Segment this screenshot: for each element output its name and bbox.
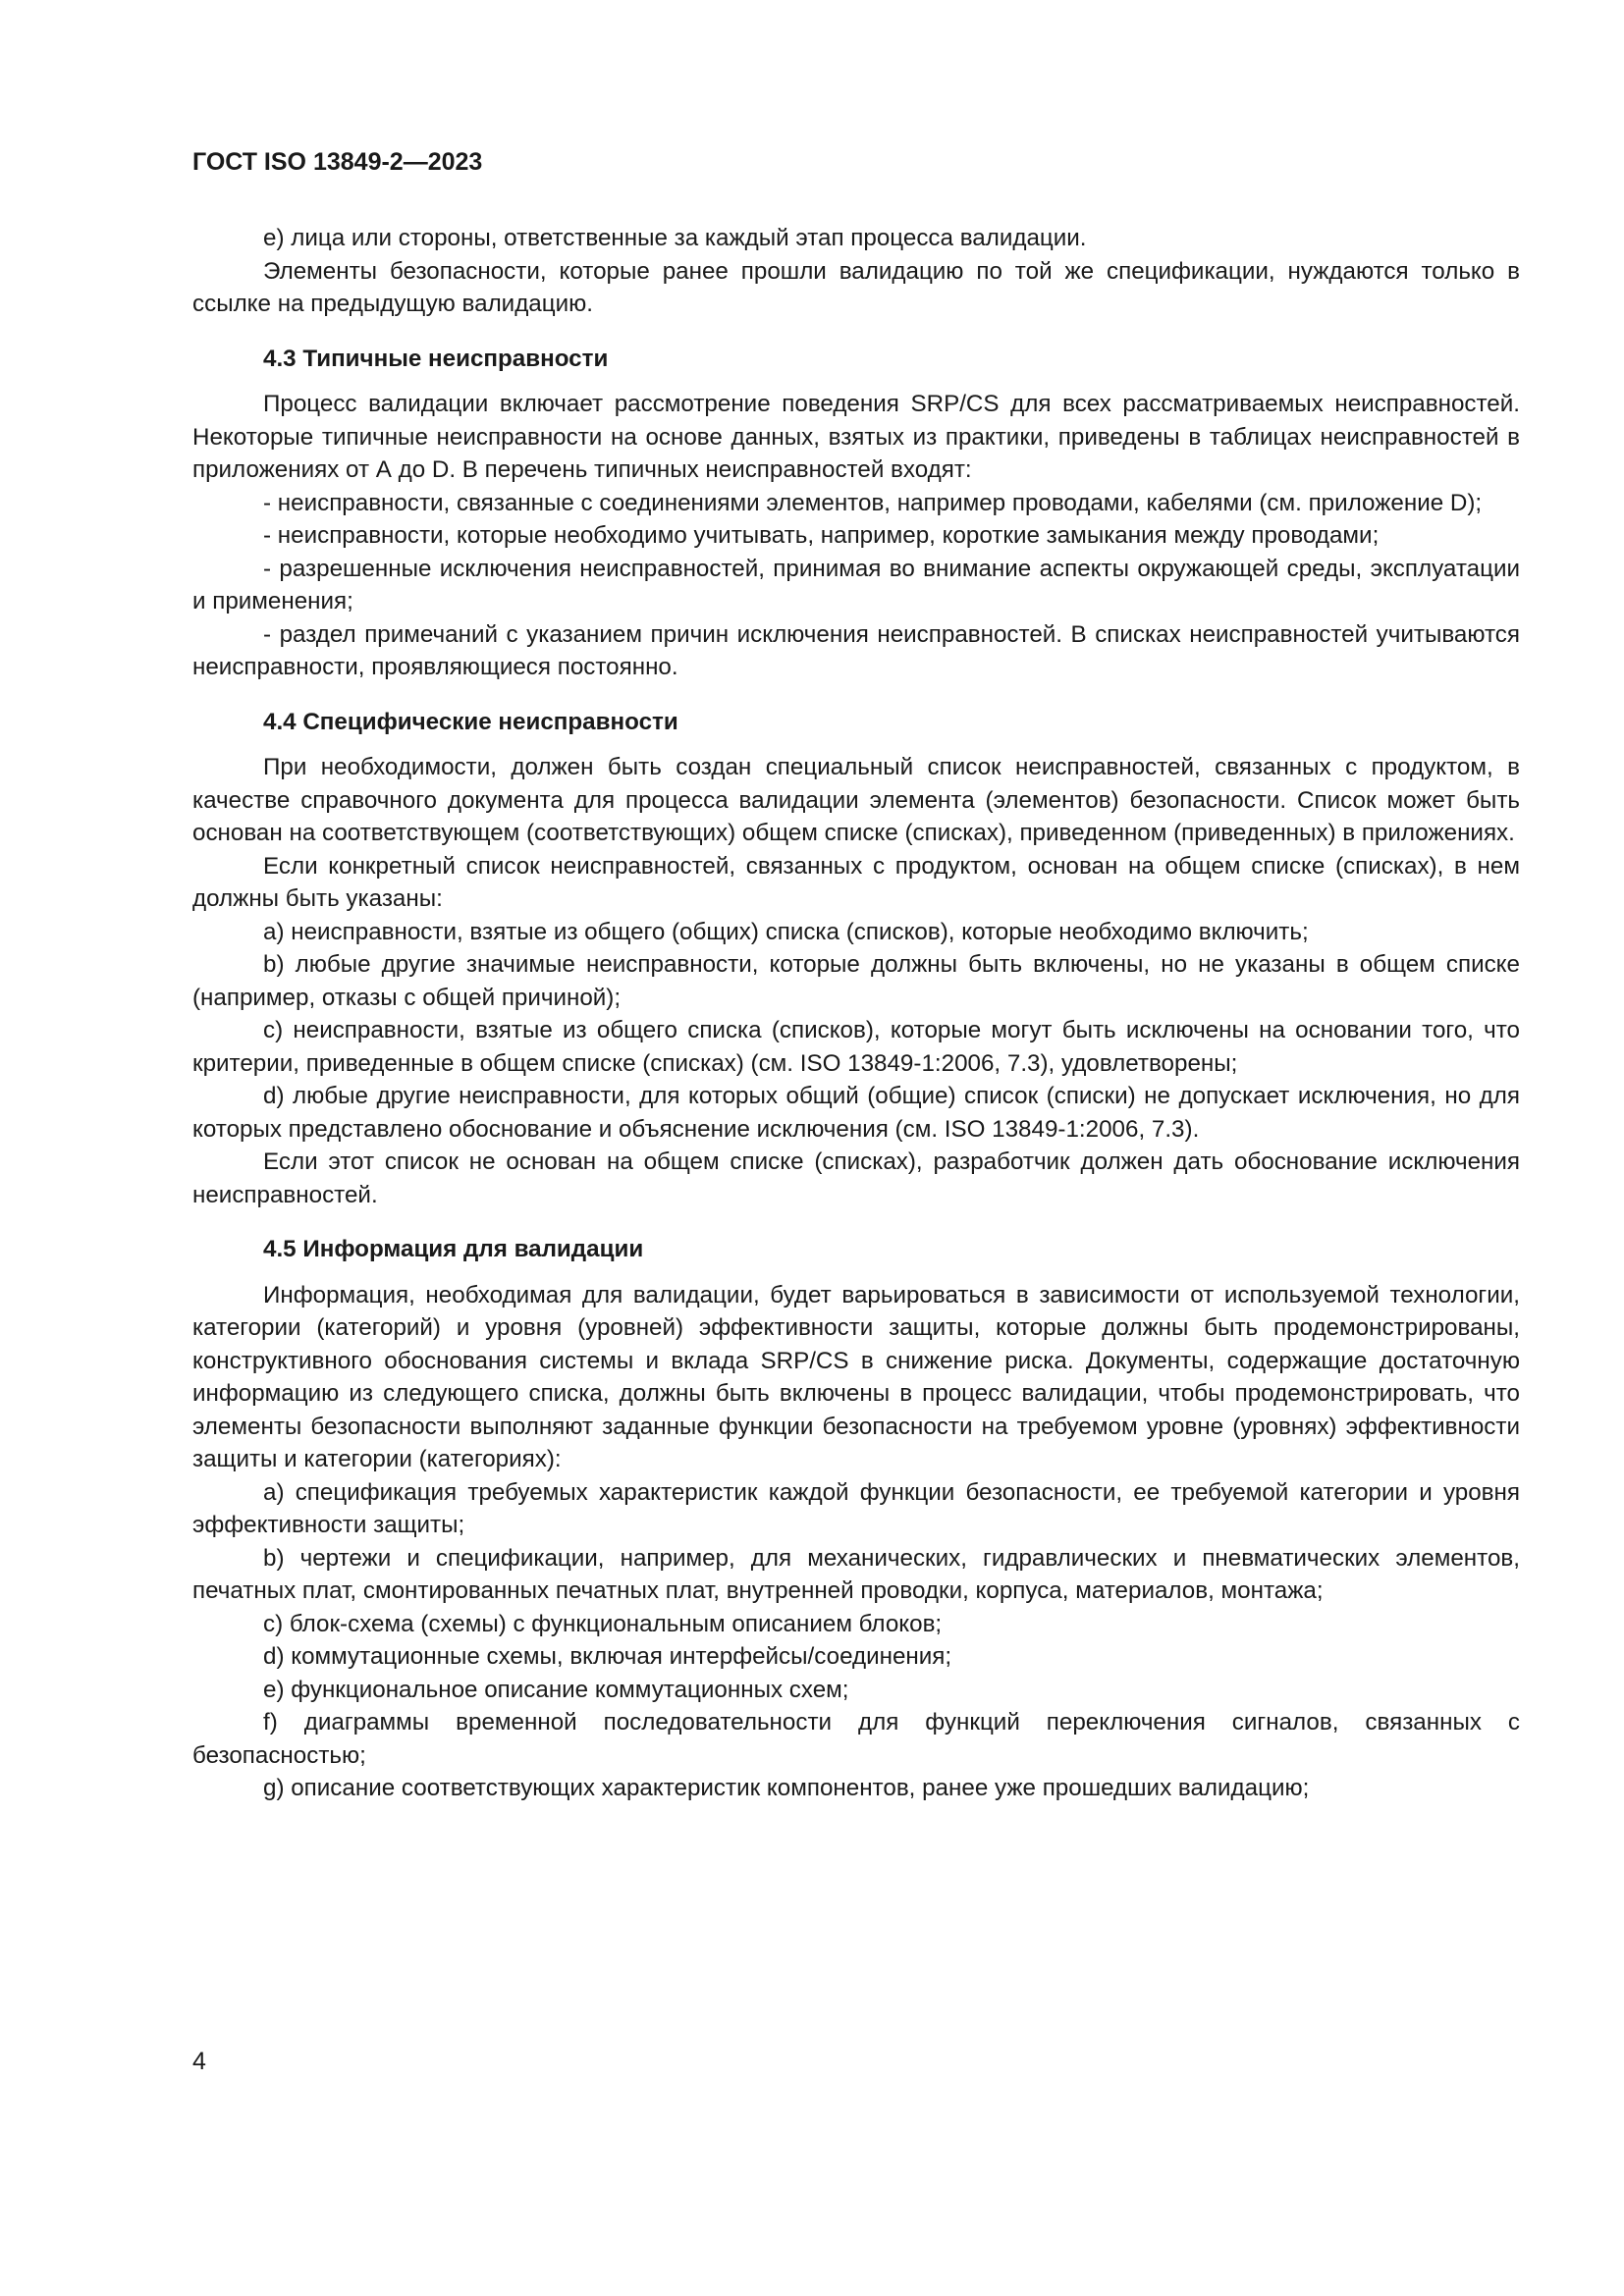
section-4-4-paragraph: Если конкретный список неисправностей, связанных с продуктом, основан на общем списке (списках), в нем должны быть указаны: [192, 852, 1520, 912]
section-4-4-paragraph: Если этот список не основан на общем списке (списках), разработчик должен дать обоснование исключения неисправностей. [192, 1148, 1520, 1208]
paragraph-intro-validated-elements: Элементы безопасности, которые ранее прошли валидацию по той же спецификации, нуждаются только в ссылке на предыдущую валидацию. [192, 257, 1520, 317]
section-4-4-list-item: c) неисправности, взятые из общего списка (списков), которые могут быть исключены на основании того, что критерии, приведенные в общем списке (списках) (см. ISO 13849-1:2006, 7.3), удовлетворены; [192, 1017, 1520, 1077]
section-4-4-list-item: a) неисправности, взятые из общего (общих) списка (списков), которые необходимо включить; [263, 918, 1309, 945]
page-number: 4 [192, 2048, 206, 2075]
document-header: ГОСТ ISO 13849-2—2023 [192, 148, 483, 176]
section-4-5-list-item: f) диаграммы временной последовательности для функций переключения сигналов, связанных с безопасностью; [192, 1709, 1520, 1769]
section-4-5-list-item: g) описание соответствующих характеристик компонентов, ранее уже прошедших валидацию; [263, 1775, 1310, 1801]
section-4-5-list-item: d) коммутационные схемы, включая интерфейсы/соединения; [263, 1643, 952, 1670]
section-4-4-list-item: b) любые другие значимые неисправности, которые должны быть включены, но не указаны в общем списке (например, отказы с общей причиной); [192, 951, 1520, 1011]
paragraph-intro-item-e: е) лица или стороны, ответственные за каждый этап процесса валидации. [263, 225, 1087, 251]
section-4-4-list-item: d) любые другие неисправности, для которых общий (общие) список (списки) не допускает исключения, но для которых представлено обоснование и объяснение исключения (см. ISO 13849-1:2006, 7.3). [192, 1083, 1520, 1143]
section-4-5-list-item: b) чертежи и спецификации, например, для механических, гидравлических и пневматических элементов, печатных плат, смонтированных печатных плат, внутренней проводки, корпуса, материалов, монтажа; [192, 1544, 1520, 1604]
section-4-3-paragraph: Процесс валидации включает рассмотрение поведения SRP/CS для всех рассматриваемых неисправностей. Некоторые типичные неисправности на основе данных, взятых из практики, приведены в таблицах неисправностей в приложениях от А до D. В перечень типичных неисправностей входят: [192, 391, 1520, 483]
section-4-5-title: 4.5 Информация для валидации [263, 1236, 644, 1262]
section-4-3-list-item: - разрешенные исключения неисправностей, принимая во внимание аспекты окружающей среды, эксплуатации и применения; [192, 555, 1520, 614]
section-4-5-list-item: c) блок-схема (схемы) с функциональным описанием блоков; [263, 1610, 943, 1637]
section-4-3-list-item: - раздел примечаний с указанием причин исключения неисправностей. В списках неисправностей учитываются неисправности, проявляющиеся постоянно. [192, 620, 1520, 680]
section-4-3-list-item: - неисправности, связанные с соединениями элементов, например проводами, кабелями (см. приложение D); [263, 489, 1483, 516]
section-4-3-title: 4.3 Типичные неисправности [263, 345, 609, 372]
section-4-4-paragraph: При необходимости, должен быть создан специальный список неисправностей, связанных с продуктом, в качестве справочного документа для процесса валидации элемента (элементов) безопасности. Список может быть основан на соответствующем (соответствующих) общем списке (списках), приведенном (приведенных) в приложениях. [192, 754, 1520, 846]
section-4-5-list-item: e) функциональное описание коммутационных схем; [263, 1676, 849, 1703]
document-page [192, 145, 1520, 1805]
section-4-5-paragraph: Информация, необходимая для валидации, будет варьироваться в зависимости от используемой технологии, категории (категорий) и уровня (уровней) эффективности защиты, которые должны быть продемонстрированы, конструктивного обоснования системы и вклада SRP/CS в снижение риска. Документы, содержащие достаточную информацию из следующего списка, должны быть включены в процесс валидации, чтобы продемонстрировать, что элементы безопасности выполняют заданные функции безопасности на требуемом уровне (уровнях) эффективности защиты и категории (категориях): [192, 1281, 1520, 1472]
section-4-3-list-item: - неисправности, которые необходимо учитывать, например, короткие замыкания между проводами; [263, 522, 1380, 549]
section-4-5-list-item: a) спецификация требуемых характеристик каждой функции безопасности, ее требуемой категории и уровня эффективности защиты; [192, 1478, 1520, 1538]
section-4-4-title: 4.4 Специфические неисправности [263, 708, 678, 735]
